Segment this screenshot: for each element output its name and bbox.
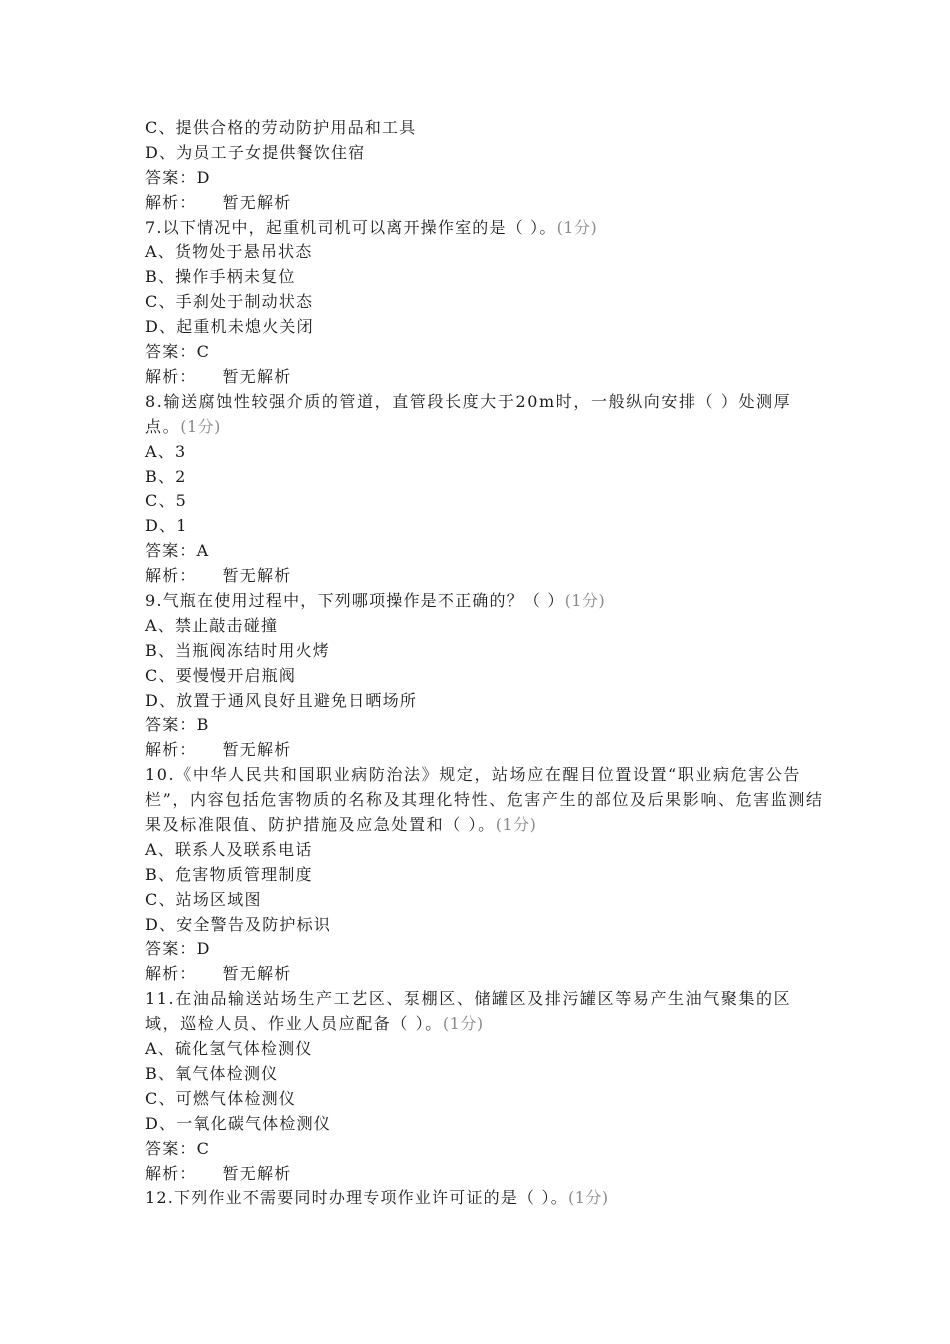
question-score: (1分): [564, 590, 606, 610]
question-6-continuation: [145, 116, 825, 216]
question-11: [145, 987, 825, 1186]
option-a: A、3: [145, 441, 187, 461]
question-stem: [145, 987, 825, 1037]
analysis-line: [145, 564, 825, 589]
analysis-label: 解析：: [145, 566, 197, 586]
question-text: 11.在油品输送站场生产工艺区、泵棚区、储罐区及排污罐区等易产生油气聚集的区域，巡检人员、作业人员应配备（ ）。: [145, 989, 792, 1034]
answer-value: D: [196, 939, 211, 959]
analysis-value: 暂无解析: [222, 1163, 292, 1183]
answer-label: 答案：: [145, 541, 197, 561]
option-d: D、安全警告及防护标识: [145, 914, 332, 934]
answer-value: D: [196, 167, 211, 187]
answer-line: [145, 166, 825, 191]
option-b: B、氧气体检测仪: [145, 1063, 279, 1083]
analysis-label: 解析：: [145, 1163, 197, 1183]
question-text: 9.气瓶在使用过程中，下列哪项操作是不正确的？（ ）: [145, 590, 565, 610]
option-a: A、联系人及联系电话: [145, 839, 313, 859]
analysis-value: 暂无解析: [222, 192, 292, 212]
answer-value: B: [196, 715, 210, 735]
option-a: A、禁止敲击碰撞: [145, 615, 279, 635]
option-a: A、硫化氢气体检测仪: [145, 1039, 313, 1059]
option-d: D、为员工子女提供餐饮住宿: [145, 142, 366, 162]
question-stem: [145, 763, 825, 838]
answer-label: 答案：: [145, 715, 197, 735]
question-text: 7.以下情况中，起重机司机可以离开操作室的是（ ）。: [145, 217, 557, 237]
analysis-line: [145, 1162, 825, 1187]
option-c: C、5: [145, 491, 188, 511]
answer-value: A: [196, 541, 210, 561]
option-c: C、可燃气体检测仪: [145, 1088, 297, 1108]
question-9: [145, 589, 825, 763]
answer-label: 答案：: [145, 167, 197, 187]
option-c: C、要慢慢开启瓶阀: [145, 665, 297, 685]
answer-value: C: [196, 342, 211, 362]
answer-line: [145, 713, 825, 738]
question-score: (1分): [442, 1014, 484, 1034]
answer-line: [145, 1137, 825, 1162]
analysis-value: 暂无解析: [222, 566, 292, 586]
answer-value: C: [196, 1138, 211, 1158]
analysis-value: 暂无解析: [222, 740, 292, 760]
question-stem: [145, 1186, 825, 1211]
question-text: 10.《中华人民共和国职业病防治法》规定，站场应在醒目位置设置“职业病危害公告栏”，内容包括危害物质的名称及其理化特性、危害产生的部位及后果影响、危害监测结果及标准限值、防护措施及应急处置和（ ）。: [145, 765, 824, 834]
question-10: [145, 763, 825, 987]
analysis-line: [145, 738, 825, 763]
option-c: C、站场区域图: [145, 889, 262, 909]
option-c: C、手刹处于制动状态: [145, 292, 314, 312]
question-score: (1分): [556, 217, 598, 237]
analysis-label: 解析：: [145, 964, 197, 984]
option-d: D、一氧化碳气体检测仪: [145, 1113, 332, 1133]
option-b: B、2: [145, 466, 187, 486]
option-d: D、1: [145, 516, 188, 536]
question-8: [145, 390, 825, 589]
answer-label: 答案：: [145, 1138, 197, 1158]
question-12: [145, 1186, 825, 1211]
option-b: B、危害物质管理制度: [145, 864, 313, 884]
question-stem: [145, 390, 825, 440]
analysis-line: [145, 962, 825, 987]
option-d: D、放置于通风良好且避免日晒场所: [145, 690, 418, 710]
question-score: (1分): [495, 815, 537, 834]
answer-label: 答案：: [145, 342, 197, 362]
analysis-line: [145, 191, 825, 216]
analysis-label: 解析：: [145, 192, 197, 212]
option-c: C、提供合格的劳动防护用品和工具: [145, 118, 417, 137]
option-d: D、起重机未熄火关闭: [145, 317, 314, 337]
answer-line: [145, 340, 825, 365]
option-b: B、当瓶阀冻结时用火烤: [145, 640, 330, 660]
analysis-label: 解析：: [145, 740, 197, 760]
exam-document: [145, 116, 825, 1211]
answer-label: 答案：: [145, 939, 197, 959]
option-a: A、货物处于悬吊状态: [145, 242, 313, 262]
question-text: 12.下列作业不需要同时办理专项作业许可证的是（ ）。: [145, 1188, 568, 1208]
answer-line: [145, 539, 825, 564]
analysis-value: 暂无解析: [222, 964, 292, 984]
analysis-line: [145, 365, 825, 390]
analysis-value: 暂无解析: [222, 366, 292, 386]
question-score: (1分): [567, 1188, 609, 1208]
question-stem: [145, 589, 825, 614]
question-7: [145, 216, 825, 390]
option-b: B、操作手柄未复位: [145, 267, 296, 287]
analysis-label: 解析：: [145, 366, 197, 386]
answer-line: [145, 937, 825, 962]
question-score: (1分): [180, 416, 221, 436]
question-stem: [145, 216, 825, 241]
question-text: 8.输送腐蚀性较强介质的管道，直管段长度大于20m时，一般纵向安排（ ）处测厚点。: [145, 391, 792, 436]
